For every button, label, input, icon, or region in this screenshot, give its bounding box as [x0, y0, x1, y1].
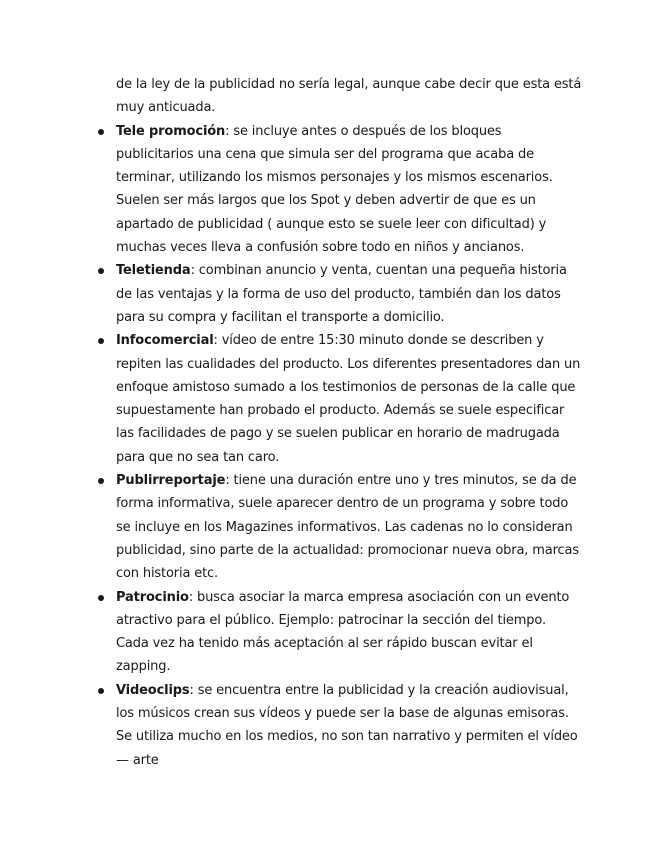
list-item-teletienda: [116, 259, 582, 329]
document-body: [116, 73, 582, 772]
term-label: Tele promoción: [116, 123, 226, 139]
term-description: : se encuentra entre la publicidad y la creación audiovisual, los músicos crean sus vídeos y puede ser la base de algunas emisoras. Se utiliza mucho en los medios, no son tan narrativo y permiten el vídeo — arte: [116, 682, 578, 768]
bullet-icon: [98, 688, 104, 694]
list-item-publirreportaje: [116, 469, 582, 585]
bullet-icon: [98, 595, 104, 601]
term-description: : vídeo de entre 15:30 minuto donde se describen y repiten las cualidades del producto. Los diferentes presentadores dan un enfoque amistoso sumado a los testimonios de personas de la calle que supuestamente han probado el producto. Además se suele especificar las facilidades de pago y se suelen publicar en horario de madrugada para que no sea tan caro.: [116, 333, 581, 465]
term-label: Infocomercial: [116, 333, 214, 349]
list-item-patrocinio: [116, 586, 582, 679]
bullet-icon: [98, 338, 104, 344]
list-item-tele-promocion: [116, 120, 582, 260]
term-description: : tiene una duración entre uno y tres minutos, se da de forma informativa, suele aparecer dentro de un programa y sobre todo se incluye en los Magazines informativos. Las cadenas no lo consideran publicidad, sino parte de la actualidad: promocionar nueva obra, marcas con historia etc.: [116, 473, 579, 582]
term-label: Videoclips: [116, 682, 190, 698]
bullet-icon: [98, 129, 104, 135]
term-label: Publirreportaje: [116, 473, 226, 489]
list-item-infocomercial: [116, 329, 582, 469]
term-description: : busca asociar la marca empresa asociación con un evento atractivo para el público. Ejemplo: patrocinar la sección del tiempo. Cada vez ha tenido más aceptación al ser rápido buscan evitar el zapping.: [116, 589, 570, 675]
advertising-formats-list: [116, 120, 582, 772]
bullet-icon: [98, 478, 104, 484]
term-label: Teletienda: [116, 263, 191, 279]
bullet-icon: [98, 268, 104, 274]
term-label: Patrocinio: [116, 589, 189, 605]
term-description: : combinan anuncio y venta, cuentan una pequeña historia de las ventajas y la forma de uso del producto, también dan los datos para su compra y facilitan el transporte a domicilio.: [116, 263, 567, 325]
term-description: : se incluye antes o después de los bloques publicitarios una cena que simula ser del programa que acaba de terminar, utilizando los mismos personajes y los mismos escenarios. Suelen ser más largos que los Spot y deben advertir de que es un apartado de publicidad ( aunque esto se suele leer con dificultad) y muchas veces lleva a confusión sobre todo en niños y ancianos.: [116, 123, 553, 256]
lead-paragraph: de la ley de la publicidad no sería legal, aunque cabe decir que esta está muy anticuada.: [116, 77, 582, 116]
list-item-videoclips: [116, 679, 582, 772]
